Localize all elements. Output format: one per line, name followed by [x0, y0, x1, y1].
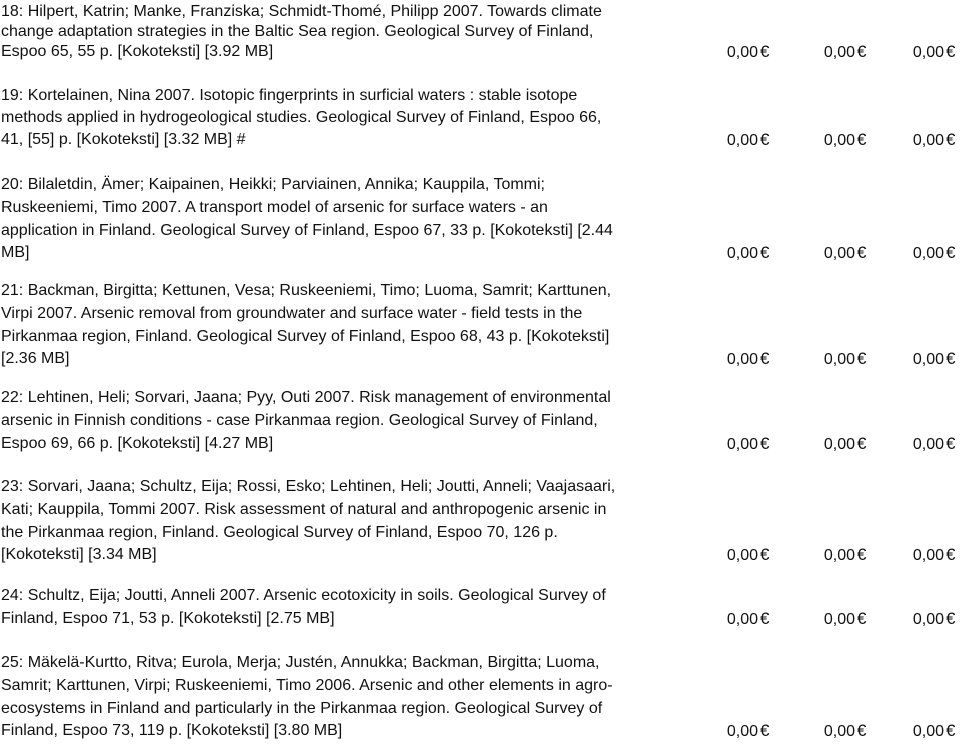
price-value: 0,00	[912, 723, 944, 740]
price-1	[705, 128, 773, 152]
entry-text-line[interactable]: Pirkanmaa region, Finland. Geological Survey of Finland, Espoo 68, 43 p. [Kokoteksti]	[1, 328, 610, 345]
entry-text-line[interactable]: 41, [55] p. [Kokoteksti] [3.32 MB] #	[1, 131, 246, 148]
price-value: 0,00	[726, 436, 758, 453]
euro-icon: €	[857, 721, 867, 740]
price-3	[891, 607, 959, 631]
euro-icon: €	[946, 434, 956, 453]
price-value: 0,00	[912, 611, 944, 628]
euro-icon: €	[946, 609, 956, 628]
entry-text-line: 20: Bilaletdin, Ämer; Kaipainen, Heikki; Parviainen, Annika; Kauppila, Tommi;	[1, 176, 545, 193]
entry-text-line: Ruskeeniemi, Timo 2007. A transport model of arsenic for surface waters - an	[1, 199, 548, 216]
entry-text-line[interactable]: [Kokoteksti] [3.34 MB]	[1, 546, 157, 563]
euro-icon: €	[760, 349, 770, 368]
entry-text-line: 23: Sorvari, Jaana; Schultz, Eija; Rossi, Esko; Lehtinen, Heli; Joutti, Anneli; Vaajasaari,	[1, 478, 616, 495]
price-3	[891, 128, 959, 152]
price-value: 0,00	[912, 436, 944, 453]
entry-text-line: the Pirkanmaa region, Finland. Geological Survey of Finland, Espoo 70, 126 p.	[1, 524, 558, 541]
euro-icon: €	[946, 721, 956, 740]
euro-icon: €	[760, 721, 770, 740]
price-1	[705, 241, 773, 265]
price-1	[705, 607, 773, 631]
price-3	[891, 40, 959, 64]
entry-text-line: 19: Kortelainen, Nina 2007. Isotopic fingerprints in surficial waters : stable isotope	[1, 87, 578, 104]
euro-icon: €	[857, 349, 867, 368]
price-value: 0,00	[726, 611, 758, 628]
price-2	[802, 40, 870, 64]
price-3	[891, 543, 959, 567]
entry-text-line: arsenic in Finnish conditions - case Pirkanmaa region. Geological Survey of Finland,	[1, 412, 598, 429]
euro-icon: €	[946, 243, 956, 262]
price-value: 0,00	[726, 547, 758, 564]
euro-icon: €	[857, 42, 867, 61]
price-value: 0,00	[912, 44, 944, 61]
entry-text-line: ecosystems in Finland and particularly in the Pirkanmaa region. Geological Survey of	[1, 700, 603, 717]
euro-icon: €	[760, 243, 770, 262]
entry-text-line[interactable]: application in Finland. Geological Survey of Finland, Espoo 67, 33 p. [Kokoteksti] [2.44	[1, 222, 613, 239]
euro-icon: €	[857, 130, 867, 149]
entry-text-line[interactable]: Finland, Espoo 73, 119 p. [Kokoteksti] [3.80 MB]	[1, 722, 343, 739]
entry-text-line: 22: Lehtinen, Heli; Sorvari, Jaana; Pyy, Outi 2007. Risk management of environmental	[1, 389, 611, 406]
entry-text-line: methods applied in hydrogeological studies. Geological Survey of Finland, Espoo 66,	[1, 109, 602, 126]
entry-text-line[interactable]: Espoo 65, 55 p. [Kokoteksti] [3.92 MB]	[1, 43, 274, 60]
euro-icon: €	[857, 434, 867, 453]
euro-icon: €	[946, 545, 956, 564]
price-value: 0,00	[912, 132, 944, 149]
price-1	[705, 432, 773, 456]
price-value: 0,00	[823, 245, 855, 262]
price-1	[705, 719, 773, 743]
price-1	[705, 543, 773, 567]
price-2	[802, 543, 870, 567]
euro-icon: €	[946, 42, 956, 61]
entry-text-line: Virpi 2007. Arsenic removal from groundwater and surface water - field tests in the	[1, 305, 583, 322]
price-2	[802, 607, 870, 631]
price-2	[802, 128, 870, 152]
entry-text-line: 24: Schultz, Eija; Joutti, Anneli 2007. Arsenic ecotoxicity in soils. Geological Survey of	[1, 587, 606, 604]
price-value: 0,00	[726, 351, 758, 368]
price-value: 0,00	[823, 611, 855, 628]
price-2	[802, 432, 870, 456]
price-value: 0,00	[823, 436, 855, 453]
price-value: 0,00	[823, 351, 855, 368]
price-1	[705, 347, 773, 371]
entry-text-line: change adaptation strategies in the Baltic Sea region. Geological Survey of Finland,	[1, 23, 594, 40]
entry-text-line[interactable]: MB]	[1, 244, 30, 261]
price-value: 0,00	[912, 245, 944, 262]
price-3	[891, 347, 959, 371]
price-2	[802, 719, 870, 743]
euro-icon: €	[857, 243, 867, 262]
euro-icon: €	[857, 545, 867, 564]
price-value: 0,00	[726, 132, 758, 149]
price-3	[891, 719, 959, 743]
price-value: 0,00	[912, 547, 944, 564]
price-value: 0,00	[823, 723, 855, 740]
entry-text-line[interactable]: Espoo 69, 66 p. [Kokoteksti] [4.27 MB]	[1, 435, 274, 452]
price-value: 0,00	[823, 547, 855, 564]
price-1	[705, 40, 773, 64]
price-value: 0,00	[726, 723, 758, 740]
price-2	[802, 347, 870, 371]
price-2	[802, 241, 870, 265]
euro-icon: €	[857, 609, 867, 628]
price-value: 0,00	[726, 245, 758, 262]
price-3	[891, 432, 959, 456]
price-value: 0,00	[823, 44, 855, 61]
entry-text-line: 25: Mäkelä-Kurtto, Ritva; Eurola, Merja; Justén, Annukka; Backman, Birgitta; Luoma,	[1, 654, 600, 671]
euro-icon: €	[946, 349, 956, 368]
euro-icon: €	[760, 130, 770, 149]
price-3	[891, 241, 959, 265]
euro-icon: €	[946, 130, 956, 149]
entry-text-line: Kati; Kauppila, Tommi 2007. Risk assessment of natural and anthropogenic arsenic in	[1, 501, 607, 518]
entry-text-line[interactable]: Finland, Espoo 71, 53 p. [Kokoteksti] [2.75 MB]	[1, 610, 335, 627]
price-value: 0,00	[823, 132, 855, 149]
entry-text-line[interactable]: [2.36 MB]	[1, 350, 70, 367]
euro-icon: €	[760, 545, 770, 564]
euro-icon: €	[760, 609, 770, 628]
euro-icon: €	[760, 42, 770, 61]
entry-text-line: Samrit; Karttunen, Virpi; Ruskeeniemi, Timo 2006. Arsenic and other elements in agro-	[1, 677, 613, 694]
entry-text-line: 21: Backman, Birgitta; Kettunen, Vesa; Ruskeeniemi, Timo; Luoma, Samrit; Karttunen,	[1, 282, 612, 299]
euro-icon: €	[760, 434, 770, 453]
price-value: 0,00	[912, 351, 944, 368]
price-value: 0,00	[726, 44, 758, 61]
entry-text-line: 18: Hilpert, Katrin; Manke, Franziska; Schmidt-Thomé, Philipp 2007. Towards climate	[1, 3, 602, 20]
